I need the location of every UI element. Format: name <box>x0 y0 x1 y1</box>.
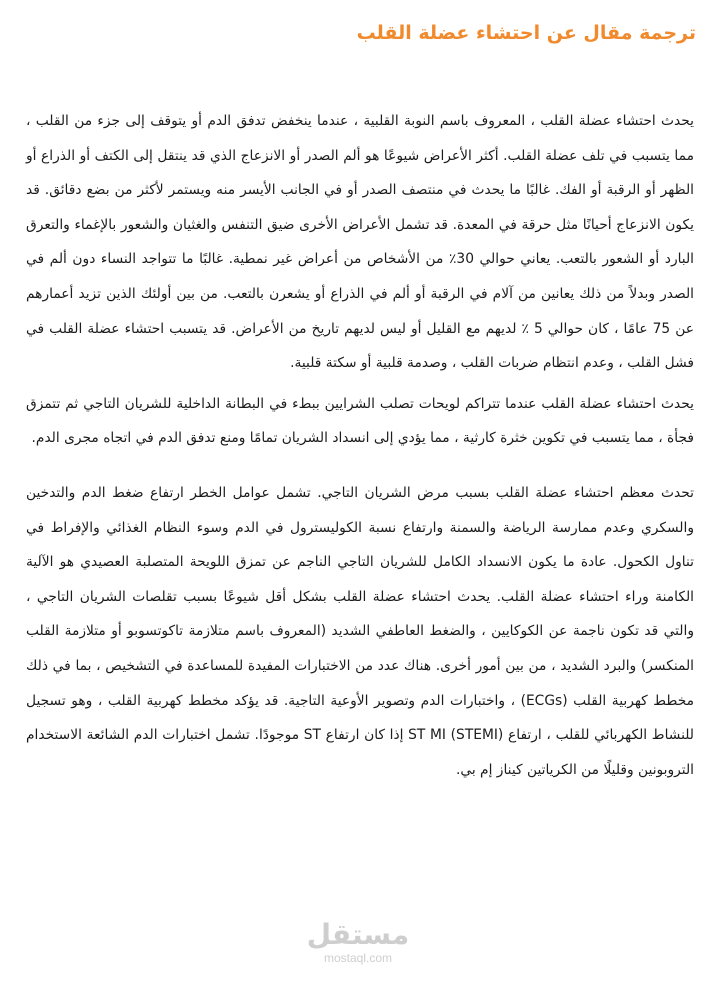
paragraph-mechanism: يحدث احتشاء عضلة القلب عندما تتراكم لويحات تصلب الشرايين ببطء في البطانة الداخلية للشريان التاجي ثم تتمزق فجأة ، مما يتسبب في تكوين خثرة كارثية ، مما يؤدي إلى انسداد الشريان تمامًا ومنع تدفق الدم في اتجاه مجرى الدم. <box>26 395 694 447</box>
article-body <box>26 104 694 787</box>
paragraph-causes-diagnosis: تحدث معظم احتشاء عضلة القلب بسبب مرض الشريان التاجي. تشمل عوامل الخطر ارتفاع ضغط الدم والتدخين والسكري وعدم ممارسة الرياضة والسمنة وارتفاع نسبة الكوليسترول في الدم وسوء النظام الغذائي والإفراط في تناول الكحول. عادة ما يكون الانسداد الكامل للشريان التاجي الناجم عن تمزق اللويحة المتصلبة العصيدي هو الآلية الكامنة وراء احتشاء عضلة القلب. يحدث احتشاء عضلة القلب بشكل أقل شيوعًا بسبب تقلصات الشريان التاجي ، والتي قد تكون ناجمة عن الكوكايين ، والضغط العاطفي الشديد (المعروف باسم متلازمة تاكوتسوبو أو متلازمة القلب المنكسر) والبرد الشديد ، من بين أمور أخرى. هناك عدد من الاختبارات المفيدة للمساعدة في التشخيص ، بما في ذلك مخطط كهربية القلب (ECGs) ، واختبارات الدم وتصوير الأوعية التاجية. قد يؤكد مخطط كهربية القلب ، وهو تسجيل للنشاط الكهربائي للقلب ، ارتفاع ST MI (STEMI) إذا كان ارتفاع ST موجودًا. تشمل اختبارات الدم الشائعة الاستخدام التروبونين وقليلًا من الكرياتين كيناز إم بي. <box>26 484 695 778</box>
mostaql-logo: مستقل <box>306 918 410 951</box>
paragraph-symptoms: يحدث احتشاء عضلة القلب ، المعروف باسم النوبة القلبية ، عندما ينخفض تدفق الدم أو يتوقف إلى جزء من القلب ، مما يتسبب في تلف عضلة القلب. أكثر الأعراض شيوعًا هو ألم الصدر أو الانزعاج الذي قد ينتقل إلى الكتف أو الذراع أو الظهر أو الرقبة أو الفك. غالبًا ما يحدث في منتصف الصدر أو في الجانب الأيسر منه ويستمر لأكثر من بضع دقائق. قد يكون الانزعاج أحيانًا مثل حرقة في المعدة. قد تشمل الأعراض الأخرى ضيق التنفس والغثيان والشعور بالإغماء والتعرق البارد أو الشعور بالتعب. يعاني حوالي 30٪ من الأشخاص من أعراض غير نمطية. غالبًا ما تتواجد النساء دون ألم في الصدر وبدلاً من ذلك يعانين من آلام في الرقبة أو ألم في الذراع أو يشعرن بالتعب. من بين أولئك الذين تزيد أعمارهم عن 75 عامًا ، كان حوالي 5 ٪ لديهم مع القليل أو ليس لديهم تاريخ من الأعراض. قد يتسبب احتشاء عضلة القلب في فشل القلب ، وعدم انتظام ضربات القلب ، وصدمة قلبية أو سكتة قلبية. <box>26 113 695 372</box>
mostaql-domain: mostaql.com <box>323 951 393 965</box>
document-title: ترجمة مقال عن احتشاء عضلة القلب <box>356 22 696 44</box>
mostaql-watermark <box>298 919 418 965</box>
